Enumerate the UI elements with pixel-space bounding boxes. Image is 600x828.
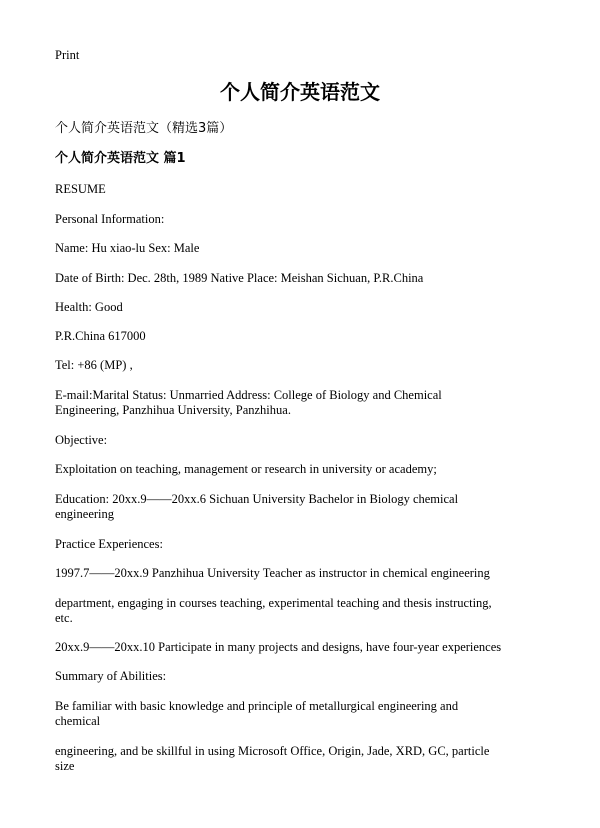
education-line-2: engineering: [55, 507, 115, 521]
ability-line-1: Be familiar with basic knowledge and principle of metallurgical engineering and: [55, 699, 459, 713]
ability-line-3: engineering, and be skillful in using Microsoft Office, Origin, Jade, XRD, GC, particle: [55, 744, 490, 758]
print-link[interactable]: Print: [55, 48, 80, 62]
email-line-1: E-mail:Marital Status: Unmarried Address: College of Biology and Chemical: [55, 388, 442, 402]
dob-line: Date of Birth: Dec. 28th, 1989 Native Place: Meishan Sichuan, P.R.China: [55, 271, 424, 285]
ability-line-2: chemical: [55, 714, 101, 728]
resume-heading: RESUME: [55, 182, 106, 196]
page-title: 个人简介英语范文: [220, 80, 380, 104]
experience-line-2: department, engaging in courses teaching, experimental teaching and thesis instructing,: [55, 596, 492, 610]
experience-line-1: 1997.7——20xx.9 Panzhihua University Teacher as instructor in chemical engineering: [55, 566, 490, 580]
exploitation-line: Exploitation on teaching, management or research in university or academy;: [55, 462, 437, 476]
experience-line-4: 20xx.9——20xx.10 Participate in many projects and designs, have four-year experiences: [55, 640, 502, 654]
objective-label: Objective:: [55, 433, 108, 447]
email-line-2: Engineering, Panzhihua University, Panzhihua.: [55, 403, 291, 417]
experience-line-3: etc.: [55, 611, 73, 625]
health-line: Health: Good: [55, 300, 123, 314]
summary-label: Summary of Abilities:: [55, 669, 167, 683]
section-heading: 个人简介英语范文 篇1: [55, 151, 186, 166]
ability-line-4: size: [55, 759, 75, 773]
personal-info-label: Personal Information:: [55, 212, 165, 226]
practice-label: Practice Experiences:: [55, 537, 163, 551]
education-line-1: Education: 20xx.9——20xx.6 Sichuan University Bachelor in Biology chemical: [55, 492, 459, 506]
name-sex-line: Name: Hu xiao-lu Sex: Male: [55, 241, 200, 255]
page-subtitle: 个人简介英语范文（精选3篇）: [55, 121, 233, 136]
tel-line: Tel: +86 (MP) ,: [55, 358, 133, 372]
postcode-line: P.R.China 617000: [55, 329, 146, 343]
